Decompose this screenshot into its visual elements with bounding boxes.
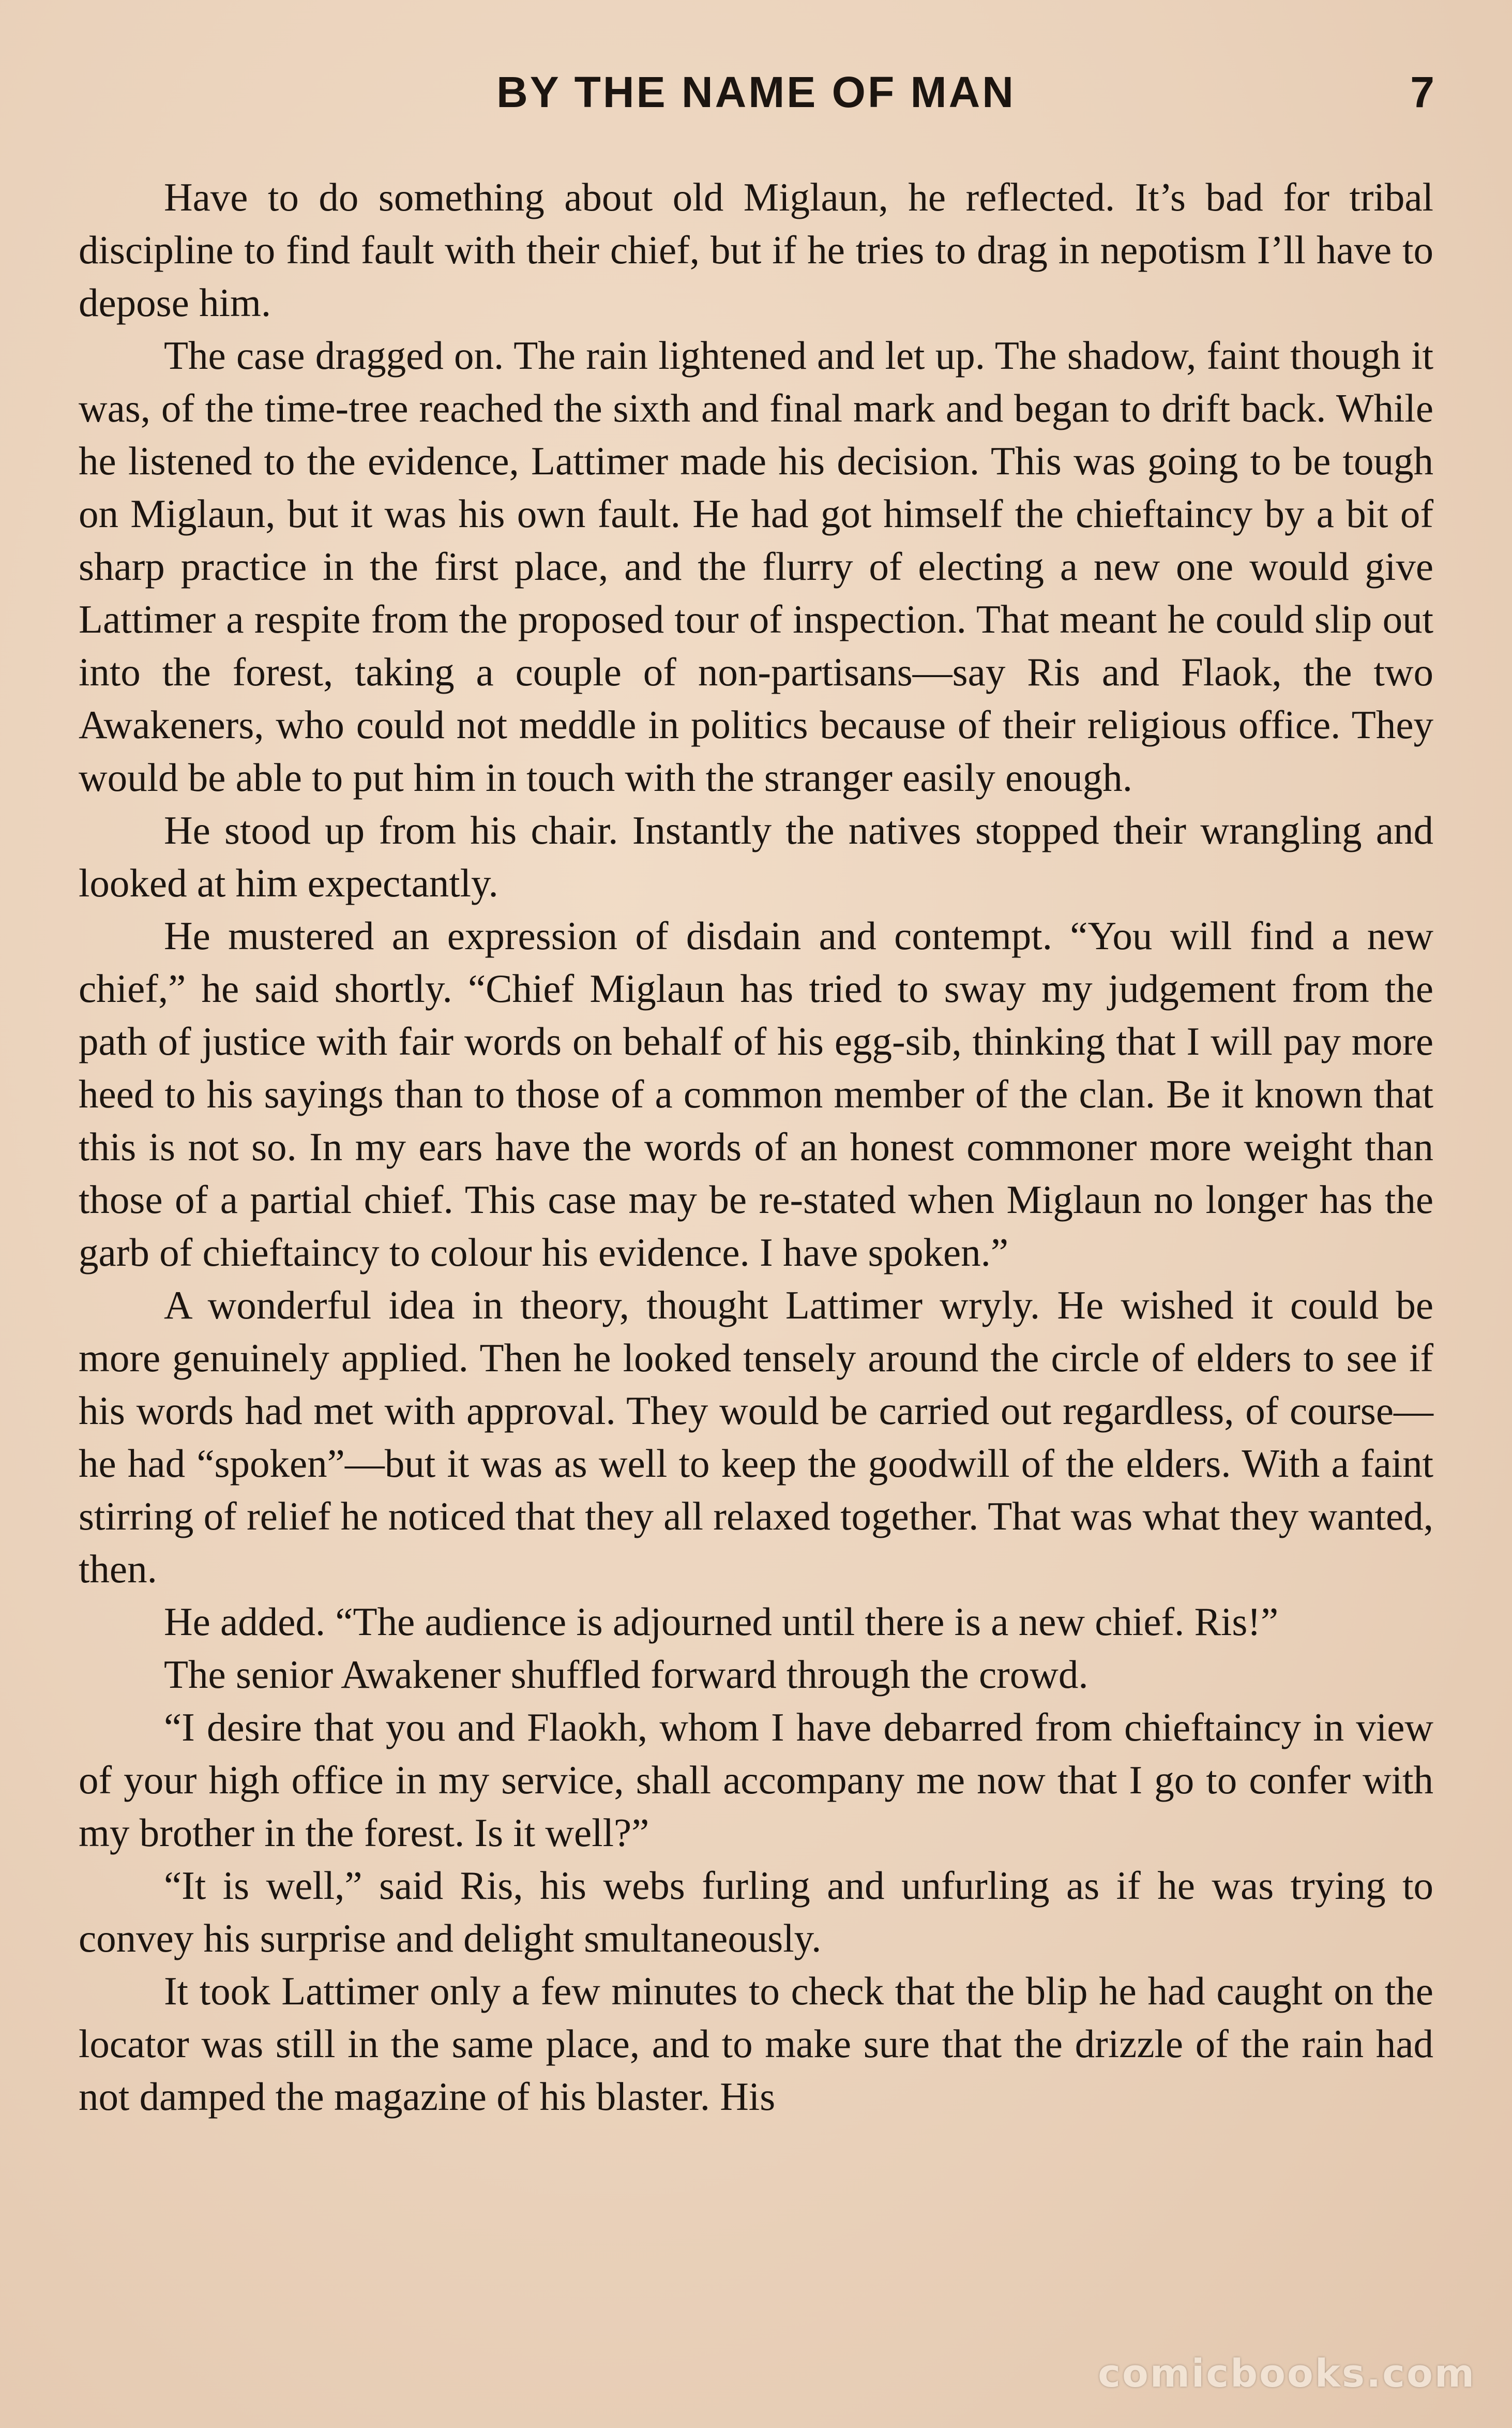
paragraph: A wonderful idea in theory, thought Lattimer wryly. He wished it could be more genuinely applied. Then he looked tensely around the circle of elders to see if his words had met with approval. They would be carried out regardless, of course—he had “spoken”—but it was as well to keep the goodwill of the elders. With a faint stirring of relief he noticed that they all relaxed together. That was what they wanted, then. [79,1283,1433,1591]
paragraph: It took Lattimer only a few minutes to check that the blip he had caught on the locator was still in the same place, and to make sure that the drizzle of the rain had not damped the magazine of his blaster. His [79,1969,1433,2119]
running-title: BY THE NAME OF MAN [496,68,1016,116]
paragraph: Have to do something about old Miglaun, he reflected. It’s bad for tribal discipline to find fault with their chief, but if he tries to drag in nepotism I’ll have to depose him. [79,175,1433,325]
paragraph: He mustered an expression of disdain and contempt. “You will find a new chief,” he said shortly. “Chief Miglaun has tried to sway my judgement from the path of justice with fair words on behalf of his egg-sib, thinking that I will pay more heed to his sayings than to those of a common member of the clan. Be it known that this is not so. In my ears have the words of an honest commoner more weight than those of a partial chief. This case may be re-stated when Miglaun no longer has the garb of chieftaincy to colour his evidence. I have spoken.” [79,913,1433,1275]
paragraph: He stood up from his chair. Instantly the natives stopped their wrangling and looked at him expectantly. [79,808,1433,905]
paragraph: “I desire that you and Flaokh, whom I have debarred from chieftaincy in view of your high office in my service, shall accompany me now that I go to confer with my brother in the forest. Is it well?” [79,1705,1433,1855]
body-text [79,171,1433,2123]
page-number: 7 [1410,68,1434,116]
paragraph: The senior Awakener shuffled forward through the crowd. [164,1652,1088,1697]
paragraph: “It is well,” said Ris, his webs furling and unfurling as if he was trying to convey his surprise and delight smultaneously. [79,1863,1433,1960]
paragraph: He added. “The audience is adjourned until there is a new chief. Ris!” [164,1599,1279,1644]
paragraph: The case dragged on. The rain lightened and let up. The shadow, faint though it was, of the time-tree reached the sixth and final mark and began to drift back. While he listened to the evidence, Lattimer made his decision. This was going to be tough on Miglaun, but it was his own fault. He had got himself the chieftaincy by a bit of sharp practice in the first place, and the flurry of electing a new one would give Lattimer a respite from the proposed tour of inspection. That meant he could slip out into the forest, taking a couple of non-partisans—say Ris and Flaok, the two Awakeners, who could not meddle in politics because of their religious office. They would be able to put him in touch with the stranger easily enough. [79,333,1433,800]
running-head [0,62,1512,129]
watermark: comicbooks.com [1098,2351,1476,2396]
